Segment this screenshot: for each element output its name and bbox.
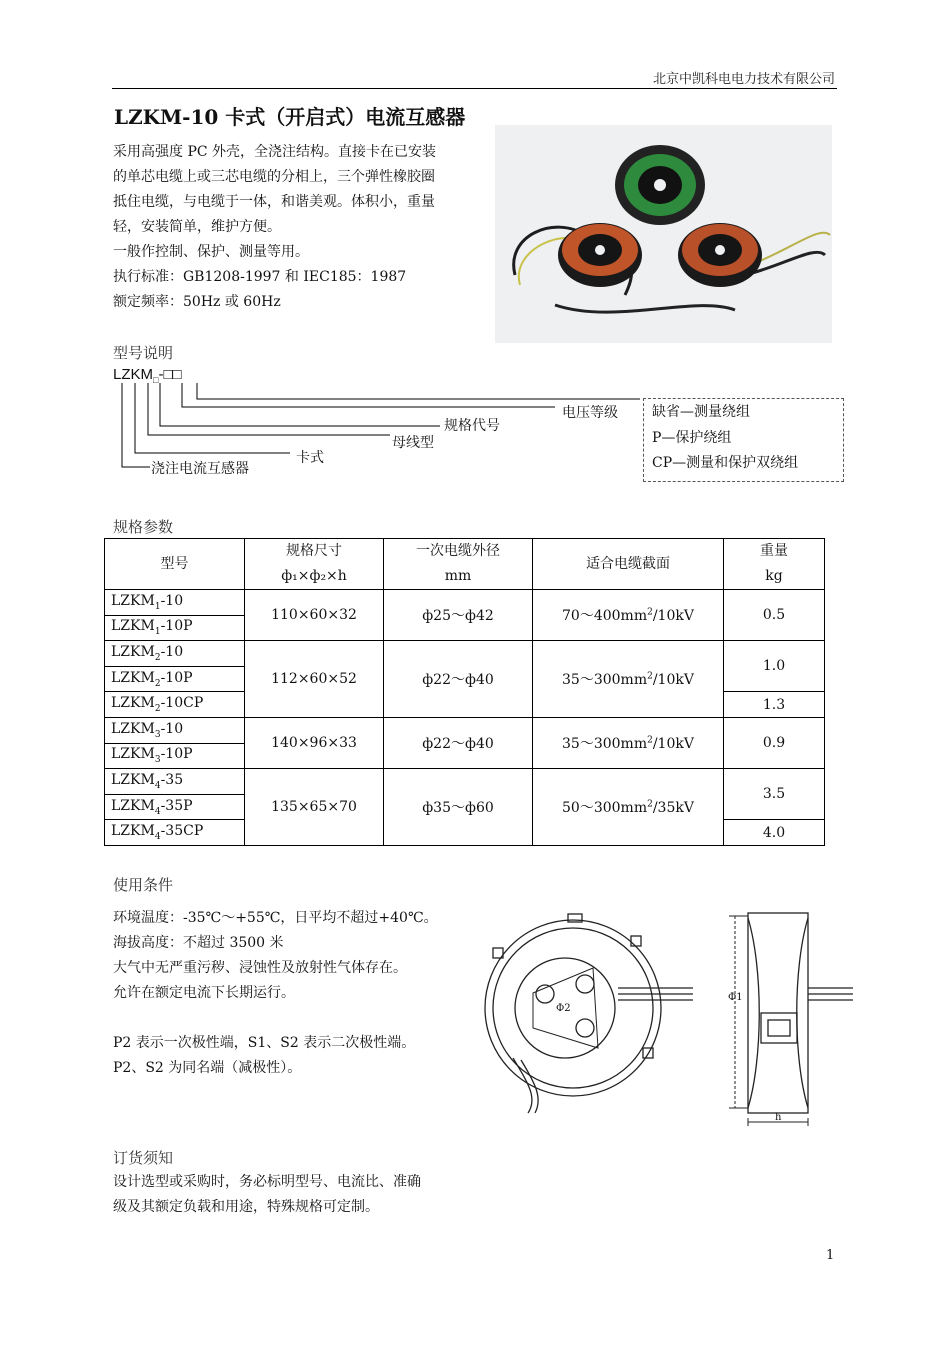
label-busbar-type: 母线型	[392, 435, 434, 451]
winding-legend-box	[643, 398, 844, 482]
intro-line: 执行标准：GB1208-1997 和 IEC185：1987	[113, 269, 407, 285]
header-od-top: 一次电缆外径	[416, 543, 500, 559]
header-size-bottom: ф₁×ф₂×h	[281, 568, 347, 584]
condition-spacer	[113, 1006, 483, 1031]
header-weight	[724, 539, 825, 590]
cross-cell: $35\sim 300mm^2/10kV$	[533, 641, 724, 718]
condition-line: 环境温度：-35℃～+55℃，日平均不超过+40℃。	[113, 910, 438, 926]
weight-cell: 0.5	[724, 590, 825, 641]
label-spec-code: 规格代号	[444, 418, 500, 434]
label-voltage-level: 电压等级	[562, 405, 618, 421]
dimension-drawing	[473, 908, 858, 1133]
header-size	[245, 539, 384, 590]
intro-line: 抵住电缆，与电缆于一体，和谐美观。体积小，重量	[113, 194, 435, 210]
header-weight-bottom: kg	[765, 568, 783, 584]
cross-cell: $35\sim 300mm^2/10kV$	[533, 717, 724, 768]
model-cell: $LZKM_3-10P$	[105, 743, 245, 769]
size-cell: 110×60×32	[245, 590, 384, 641]
legend-item: P—保护绕组	[652, 430, 732, 446]
model-cell: $LZKM_1-10P$	[105, 615, 245, 641]
product-photo	[495, 125, 832, 343]
od-cell: ф35～ф60	[384, 769, 533, 846]
header-divider	[112, 88, 837, 89]
ordering-line: 级及其额定负载和用途，特殊规格可定制。	[113, 1199, 379, 1215]
model-cell: $LZKM_3-10$	[105, 717, 245, 743]
spec-section-title: 规格参数	[113, 518, 174, 536]
intro-line: 轻，安装简单，维护方便。	[113, 219, 281, 235]
condition-line: 海拔高度：不超过 3500 米	[113, 935, 284, 951]
od-cell: ф22～ф40	[384, 641, 533, 718]
table-row	[105, 769, 825, 795]
header-od-bottom: mm	[444, 568, 472, 584]
model-code-prefix: LZKM	[113, 366, 154, 383]
page-title: LZKM-10 卡式（开启式）电流互感器	[114, 105, 466, 129]
model-cell: $LZKM_2-10$	[105, 641, 245, 667]
ordering-paragraph	[113, 1170, 483, 1220]
header-model: 型号	[105, 539, 245, 590]
size-cell: 112×60×52	[245, 641, 384, 718]
header-size-top: 规格尺寸	[286, 543, 342, 559]
cross-cell: $50\sim 300mm^2/35kV$	[533, 769, 724, 846]
condition-line: P2、S2 为同名端（减极性）。	[113, 1060, 302, 1076]
model-code-suffix: -□□	[158, 366, 182, 383]
weight-cell: 4.0	[724, 820, 825, 846]
header-weight-top: 重量	[760, 543, 788, 559]
weight-cell: 1.0	[724, 641, 825, 692]
ordering-line: 设计选型或采购时，务必标明型号、电流比、准确	[113, 1174, 421, 1190]
table-row	[105, 717, 825, 743]
size-cell: 140×96×33	[245, 717, 384, 768]
table-row	[105, 590, 825, 616]
od-cell: ф22～ф40	[384, 717, 533, 768]
conditions-paragraph	[113, 906, 483, 1081]
model-cell: $LZKM_2-10CP$	[105, 692, 245, 718]
legend-item: CP—测量和保护双绕组	[652, 455, 799, 471]
model-cell: $LZKM_4-35P$	[105, 794, 245, 820]
weight-cell: 0.9	[724, 717, 825, 768]
table-row	[105, 641, 825, 667]
intro-line: 采用高强度 PC 外壳，全浇注结构。直接卡在已安装	[113, 144, 437, 160]
legend-item: 缺省—测量绕组	[652, 404, 750, 420]
model-code-sub: □	[153, 375, 159, 385]
weight-cell: 3.5	[724, 769, 825, 820]
condition-line: P2 表示一次极性端，S1、S2 表示二次极性端。	[113, 1035, 416, 1051]
intro-line: 的单芯电缆上或三芯电缆的分相上，三个弹性橡胶圈	[113, 169, 435, 185]
page-number: 1	[826, 1248, 835, 1263]
condition-line: 大气中无严重污秽、浸蚀性及放射性气体存在。	[113, 960, 407, 976]
intro-paragraph	[113, 140, 483, 315]
h-label: h	[775, 1112, 782, 1123]
label-card-type: 卡式	[296, 450, 324, 466]
conditions-section-title: 使用条件	[113, 876, 174, 894]
weight-cell: 1.3	[724, 692, 825, 718]
table-header-row	[105, 539, 825, 590]
model-cell: $LZKM_1-10$	[105, 590, 245, 616]
model-cell: $LZKM_2-10P$	[105, 666, 245, 692]
od-cell: ф25～ф42	[384, 590, 533, 641]
cross-cell: $70\sim 400mm^2/10kV$	[533, 590, 724, 641]
intro-line: 一般作控制、保护、测量等用。	[113, 244, 309, 260]
header-od	[384, 539, 533, 590]
intro-line: 额定频率：50Hz 或 60Hz	[113, 294, 281, 310]
phi2-label: Ф2	[556, 1003, 571, 1014]
model-cell: $LZKM_4-35$	[105, 769, 245, 795]
phi1-label: Ф1	[728, 992, 743, 1003]
company-name: 北京中凯科电电力技术有限公司	[652, 72, 835, 87]
size-cell: 135×65×70	[245, 769, 384, 846]
ordering-section-title: 订货须知	[113, 1149, 174, 1167]
model-section-title: 型号说明	[113, 344, 174, 362]
condition-line: 允许在额定电流下长期运行。	[113, 985, 295, 1001]
header-cross-section: 适合电缆截面	[533, 539, 724, 590]
spec-table	[104, 538, 825, 846]
label-cast-ct: 浇注电流互感器	[151, 461, 249, 477]
model-cell: $LZKM_4-35CP$	[105, 820, 245, 846]
